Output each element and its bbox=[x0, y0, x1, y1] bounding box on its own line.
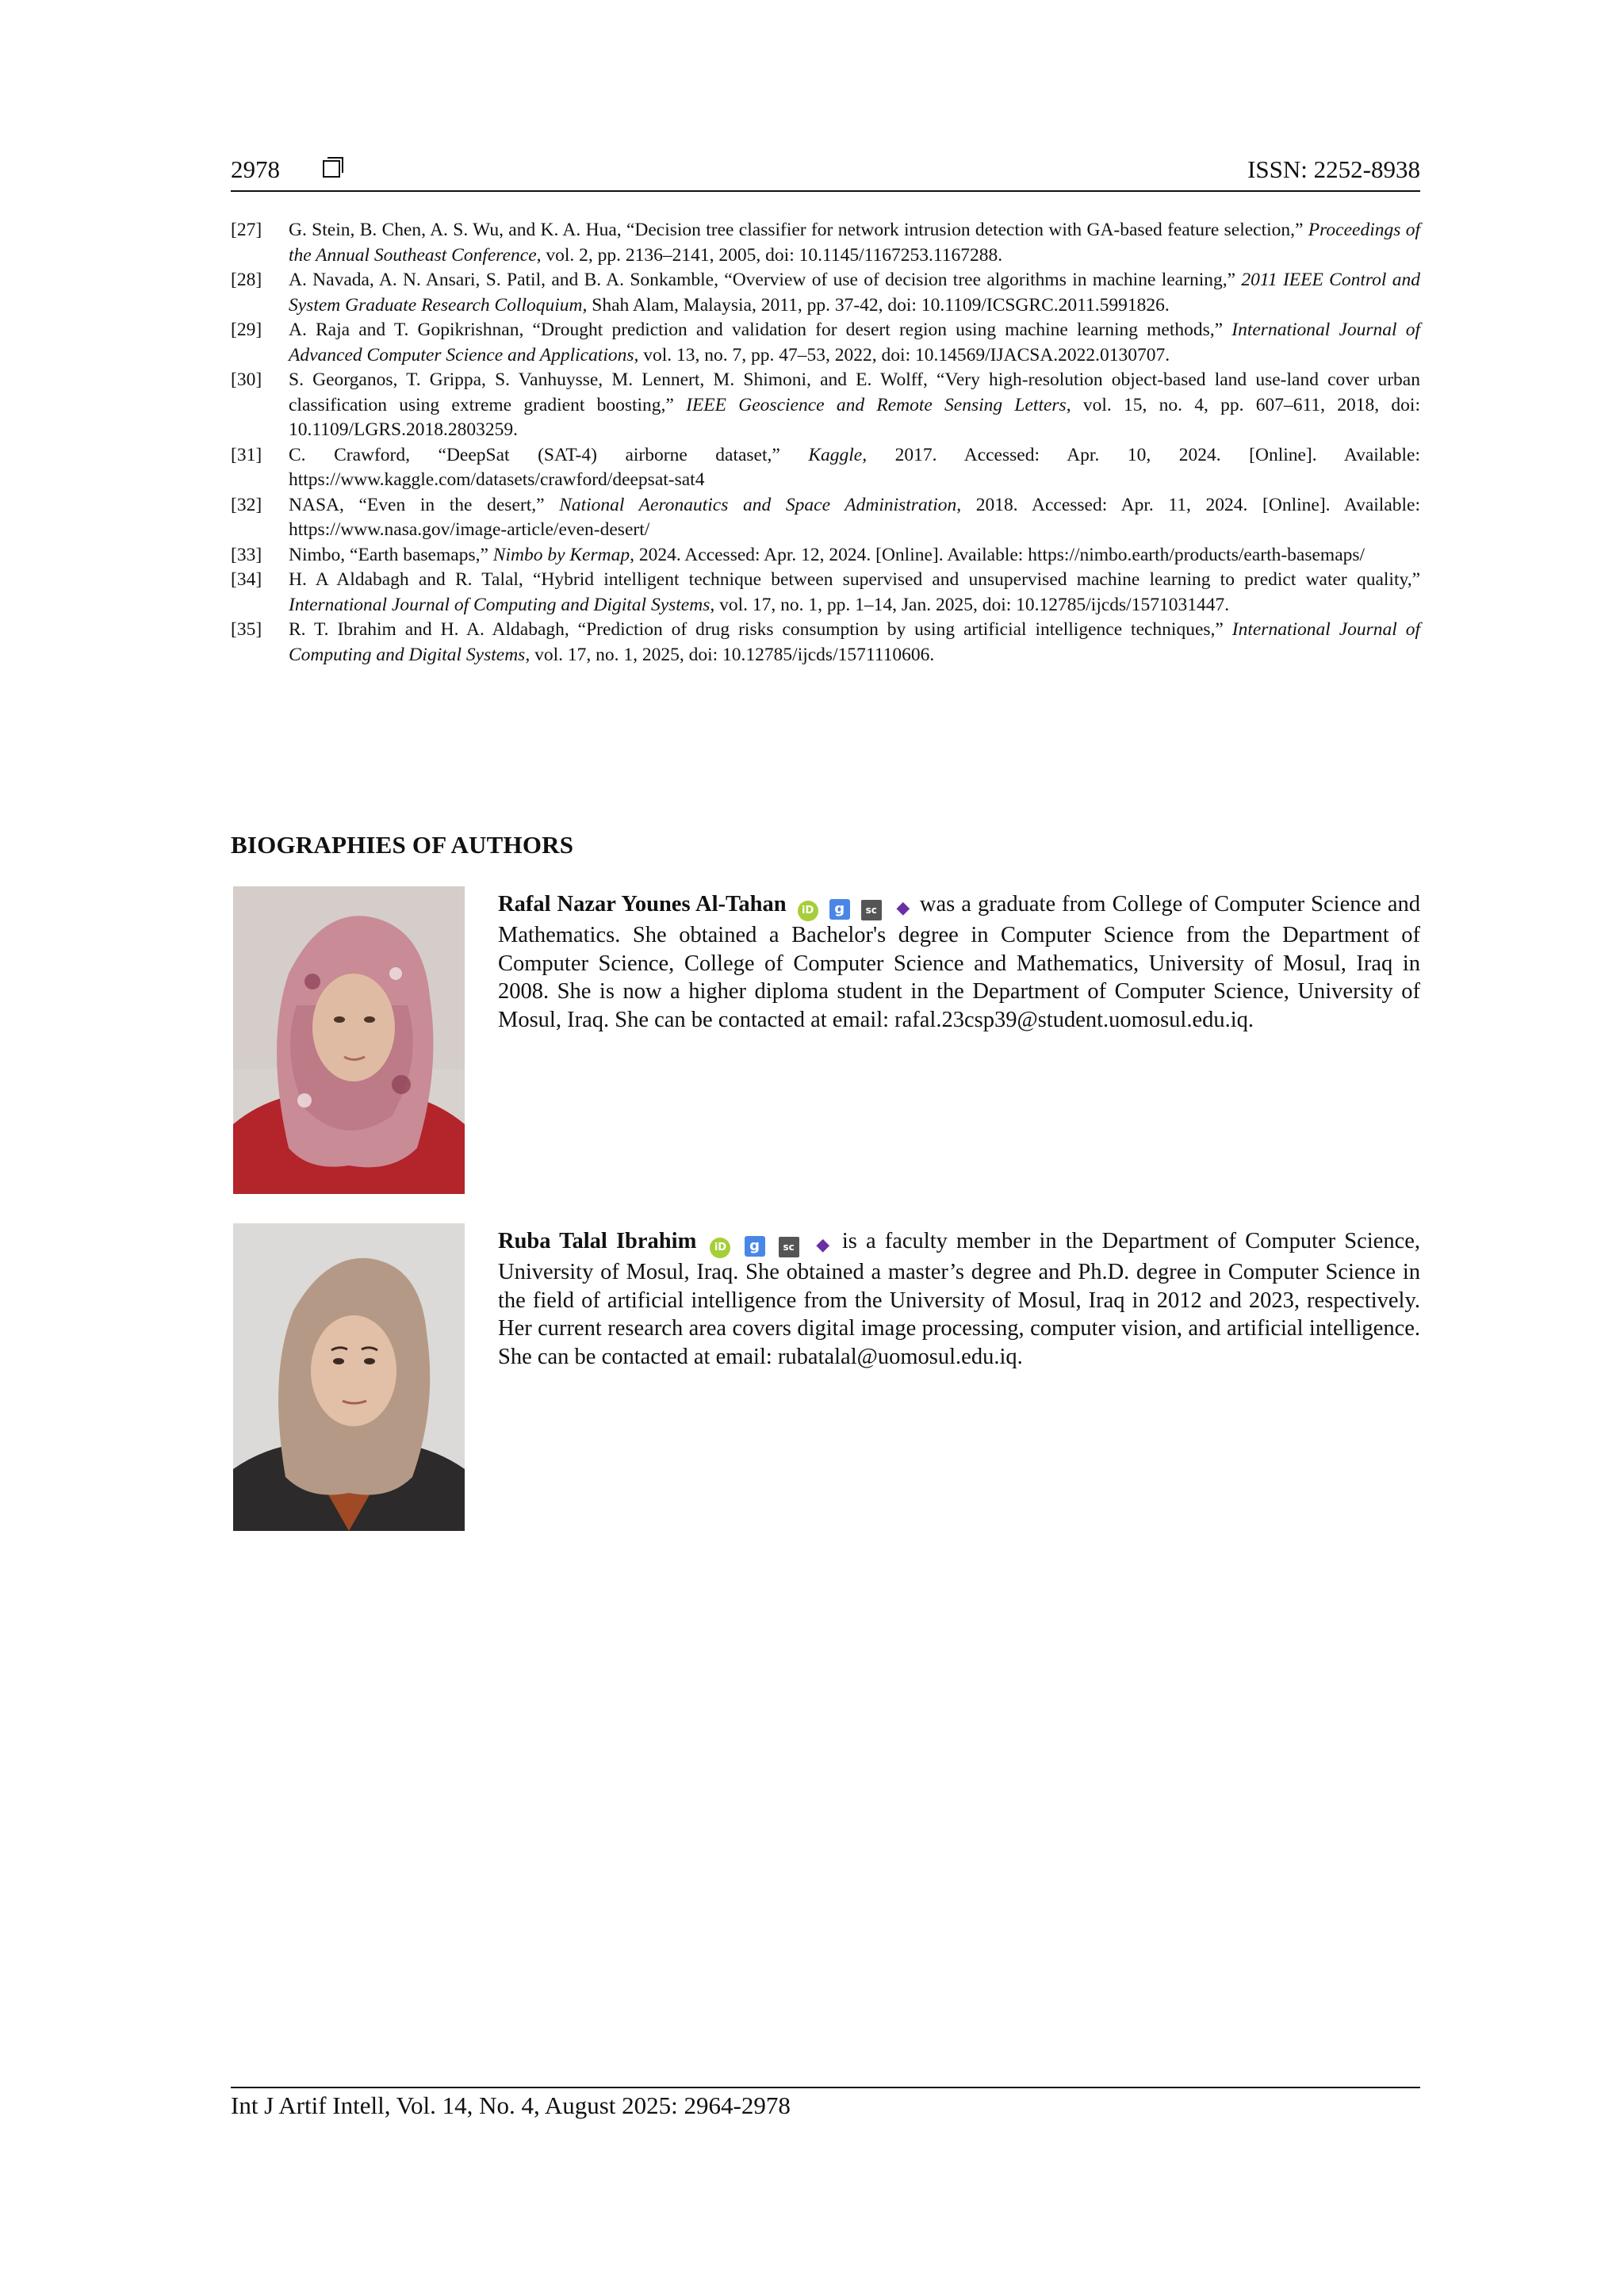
orcid-icon[interactable]: iD bbox=[798, 901, 818, 921]
issn: ISSN: 2252-8938 bbox=[1247, 155, 1420, 183]
reference-venue: International Journal of Computing and Digital Systems bbox=[289, 619, 1420, 665]
reference-number: [31] bbox=[231, 444, 262, 465]
reference-text: Nimbo, “Earth basemaps,” bbox=[289, 544, 493, 565]
biographies-heading: BIOGRAPHIES OF AUTHORS bbox=[231, 831, 574, 859]
author-name: Ruba Talal Ibrahim bbox=[498, 1229, 697, 1253]
reference-details: , vol. 17, no. 1, 2025, doi: 10.12785/ijcds/1571110606. bbox=[525, 644, 935, 665]
reference-text: G. Stein, B. Chen, A. S. Wu, and K. A. Hua, “Decision tree classifier for network intrusion detection with GA-based feature selection,” bbox=[289, 220, 1308, 240]
reference-text: S. Georganos, T. Grippa, S. Vanhuysse, M. Lennert, M. Shimoni, and E. Wolff, “Very high-resolution object-based land use-land cover urban classification using extreme gradient boosting,” bbox=[289, 369, 1420, 415]
scopus-icon[interactable]: sc bbox=[779, 1237, 799, 1257]
journal-citation: Int J Artif Intell, Vol. 14, No. 4, August 2025: 2964-2978 bbox=[231, 2091, 791, 2119]
google-scholar-icon[interactable]: g bbox=[745, 1236, 765, 1257]
reference-text: R. T. Ibrahim and H. A. Aldabagh, “Prediction of drug risks consumption by using artificial intelligence techniques,” bbox=[289, 619, 1232, 640]
web-of-science-icon[interactable]: ◆ bbox=[896, 898, 910, 918]
author-bio-text: is a faculty member in the Department of Computer Science, University of Mosul, Iraq. She obtained a master’s degree and Ph.D. degree in Computer Science in the field of artificial intelligence from the University of Mosul, Iraq in 2012 and 2023, respectively. Her current research area covers digital image processing, computer vision, and artificial intelligence. She can be contacted at email: rubatalal@uomosul.edu.iq. bbox=[498, 1229, 1420, 1369]
page-footer bbox=[231, 2087, 1420, 2122]
reference-venue: Kaggle, bbox=[808, 444, 868, 465]
scopus-icon[interactable]: sc bbox=[861, 900, 882, 920]
author-bio-text: was a graduate from College of Computer Science and Mathematics. She obtained a Bachelor's degree in Computer Science from the Department of Computer Science, College of Computer Science and Mathematics, University of Mosul, Iraq in 2008. She is now a higher diploma student in the Department of Computer Science, University of Mosul, Iraq. She can be contacted at email: rafal.23csp39@student.uomosul.edu.iq. bbox=[498, 892, 1421, 1032]
reference-item bbox=[231, 318, 1420, 368]
reference-details: , 2024. Accessed: Apr. 12, 2024. [Online]. Available: https://nimbo.earth/products/earth-basemaps/ bbox=[630, 544, 1365, 565]
reference-venue: National Aeronautics and Space Administration bbox=[559, 494, 957, 515]
page-number: 2978 bbox=[231, 155, 280, 183]
reference-details: , vol. 17, no. 1, pp. 1–14, Jan. 2025, doi: 10.12785/ijcds/1571031447. bbox=[710, 594, 1230, 615]
orcid-icon[interactable]: iD bbox=[710, 1238, 730, 1258]
reference-venue: IEEE Geoscience and Remote Sensing Letters bbox=[686, 394, 1067, 415]
reference-details: Shah Alam, Malaysia, 2011, pp. 37-42, doi: 10.1109/ICSGRC.2011.5991826. bbox=[587, 294, 1170, 316]
reference-item bbox=[231, 218, 1420, 268]
page-header bbox=[231, 154, 1420, 192]
reference-number: [27] bbox=[231, 220, 262, 240]
reference-number: [32] bbox=[231, 494, 262, 515]
reference-text: C. Crawford, “DeepSat (SAT-4) airborne dataset,” bbox=[289, 444, 809, 465]
reference-item bbox=[231, 443, 1420, 493]
author-photo bbox=[233, 1223, 465, 1531]
reference-venue: International Journal of Advanced Computer Science and Applications bbox=[289, 320, 1420, 365]
reference-text: A. Raja and T. Gopikrishnan, “Drought prediction and validation for desert region using machine learning methods,” bbox=[289, 320, 1232, 340]
author-photo bbox=[233, 886, 465, 1194]
reference-item bbox=[231, 493, 1420, 543]
reference-details: , vol. 13, no. 7, pp. 47–53, 2022, doi: 10.14569/IJACSA.2022.0130707. bbox=[634, 344, 1170, 365]
reference-venue: International Journal of Computing and Digital Systems bbox=[289, 594, 710, 615]
reference-item bbox=[231, 568, 1420, 618]
reference-details: , 2018. Accessed: Apr. 11, 2024. [Online]. Available: https://www.nasa.gov/image-article/even-desert/ bbox=[289, 494, 1421, 540]
reference-number: [28] bbox=[231, 270, 262, 290]
reference-details: , vol. 15, no. 4, pp. 607–611, 2018, doi: 10.1109/LGRS.2018.2803259. bbox=[289, 394, 1420, 440]
reference-item bbox=[231, 368, 1420, 443]
reference-venue: 2011 IEEE Control and System Graduate Research Colloquium, bbox=[289, 270, 1420, 316]
web-of-science-icon[interactable]: ◆ bbox=[816, 1235, 830, 1255]
reference-details: 2017. Accessed: Apr. 10, 2024. [Online]. Available: https://www.kaggle.com/datasets/crawford/deepsat-sat4 bbox=[289, 444, 1420, 490]
reference-number: [34] bbox=[231, 569, 262, 590]
author-bio bbox=[498, 890, 1420, 1034]
reference-text: NASA, “Even in the desert,” bbox=[289, 494, 560, 515]
reference-text: A. Navada, A. N. Ansari, S. Patil, and B. A. Sonkamble, “Overview of use of decision tree algorithms in machine learning,” bbox=[289, 270, 1242, 290]
reference-item bbox=[231, 268, 1420, 318]
reference-details: , vol. 2, pp. 2136–2141, 2005, doi: 10.1145/1167253.1167288. bbox=[536, 244, 1003, 266]
reference-number: [35] bbox=[231, 619, 262, 640]
google-scholar-icon[interactable]: g bbox=[829, 899, 850, 920]
reference-venue: Proceedings of the Annual Southeast Conference bbox=[289, 220, 1420, 266]
reference-number: [33] bbox=[231, 544, 262, 565]
reference-list bbox=[231, 218, 1420, 668]
reference-number: [30] bbox=[231, 369, 262, 390]
reference-venue: Nimbo by Kermap bbox=[492, 544, 630, 565]
reference-item bbox=[231, 543, 1420, 568]
author-bio bbox=[498, 1227, 1420, 1371]
reference-number: [29] bbox=[231, 320, 262, 340]
author-name: Rafal Nazar Younes Al-Tahan bbox=[498, 892, 787, 916]
reference-text: H. A Aldabagh and R. Talal, “Hybrid intelligent technique between supervised and unsupervised machine learning to predict water quality,” bbox=[289, 569, 1420, 590]
reference-item bbox=[231, 618, 1420, 668]
checkbox-square-icon bbox=[323, 160, 340, 178]
